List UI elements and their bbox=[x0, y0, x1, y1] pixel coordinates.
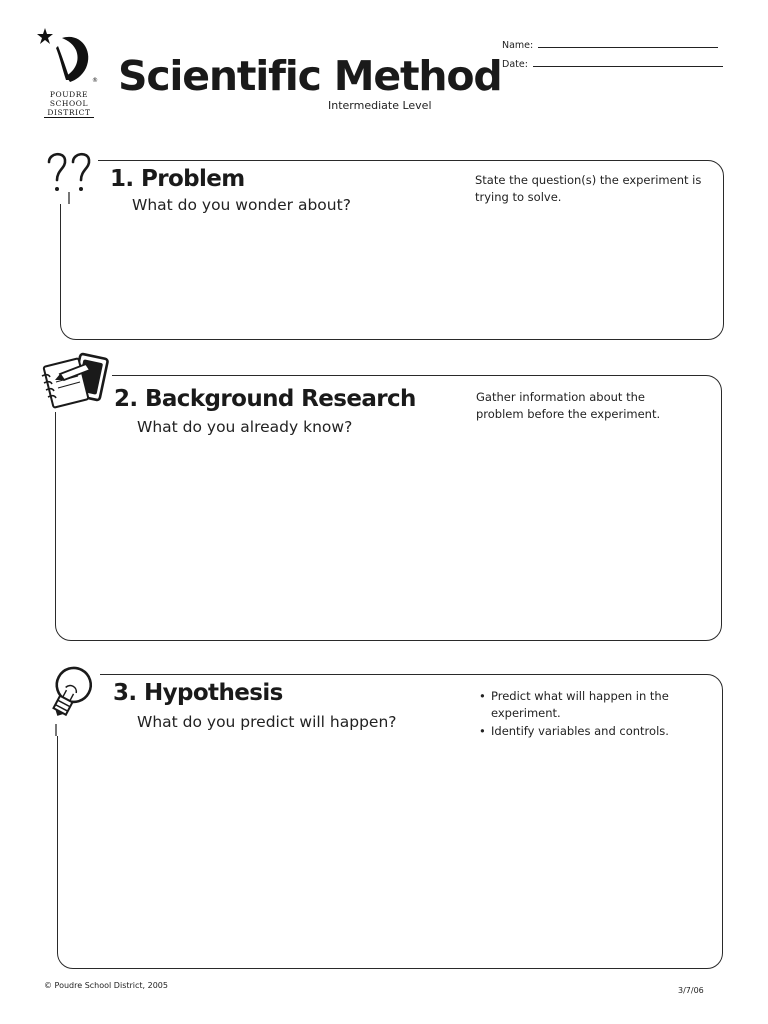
date-label: Date: bbox=[502, 59, 528, 70]
problem-question: What do you wonder about? bbox=[132, 196, 351, 214]
background-research-heading: 2. Background Research bbox=[114, 386, 422, 412]
page-subtitle: Intermediate Level bbox=[328, 99, 432, 112]
logo-line-3: DISTRICT bbox=[44, 108, 94, 118]
district-logo bbox=[36, 28, 102, 124]
logo-text bbox=[44, 90, 94, 118]
copyright-text: © Poudre School District, 2005 bbox=[44, 981, 168, 990]
logo-line-1: POUDRE bbox=[49, 90, 89, 99]
hypothesis-bullet: • Identify variables and controls. bbox=[477, 723, 703, 740]
hypothesis-heading: 3. Hypothesis bbox=[113, 680, 289, 706]
question-marks-icon bbox=[40, 148, 98, 204]
svg-text:®: ® bbox=[92, 77, 98, 84]
page-title: Scientific Method bbox=[118, 52, 502, 100]
date-field[interactable] bbox=[502, 57, 723, 70]
hypothesis-question: What do you predict will happen? bbox=[137, 713, 397, 731]
problem-heading: 1. Problem bbox=[110, 166, 251, 192]
background-research-question: What do you already know? bbox=[137, 418, 353, 436]
logo-line-2: SCHOOL bbox=[49, 99, 89, 108]
hypothesis-notes bbox=[477, 688, 703, 741]
problem-note: State the question(s) the experiment is trying to solve. bbox=[475, 173, 702, 204]
name-label: Name: bbox=[502, 40, 534, 51]
name-field[interactable] bbox=[502, 38, 718, 51]
footer-date: 3/7/06 bbox=[678, 986, 704, 995]
background-research-note: Gather information about the problem before the experiment. bbox=[476, 390, 661, 421]
notebook-pencil-icon bbox=[36, 352, 112, 412]
name-line[interactable] bbox=[538, 38, 718, 48]
date-line[interactable] bbox=[533, 57, 723, 67]
lightbulb-icon bbox=[40, 660, 100, 736]
hypothesis-bullet: • Predict what will happen in the experiment. bbox=[477, 688, 703, 722]
star-figure-icon bbox=[36, 28, 102, 90]
